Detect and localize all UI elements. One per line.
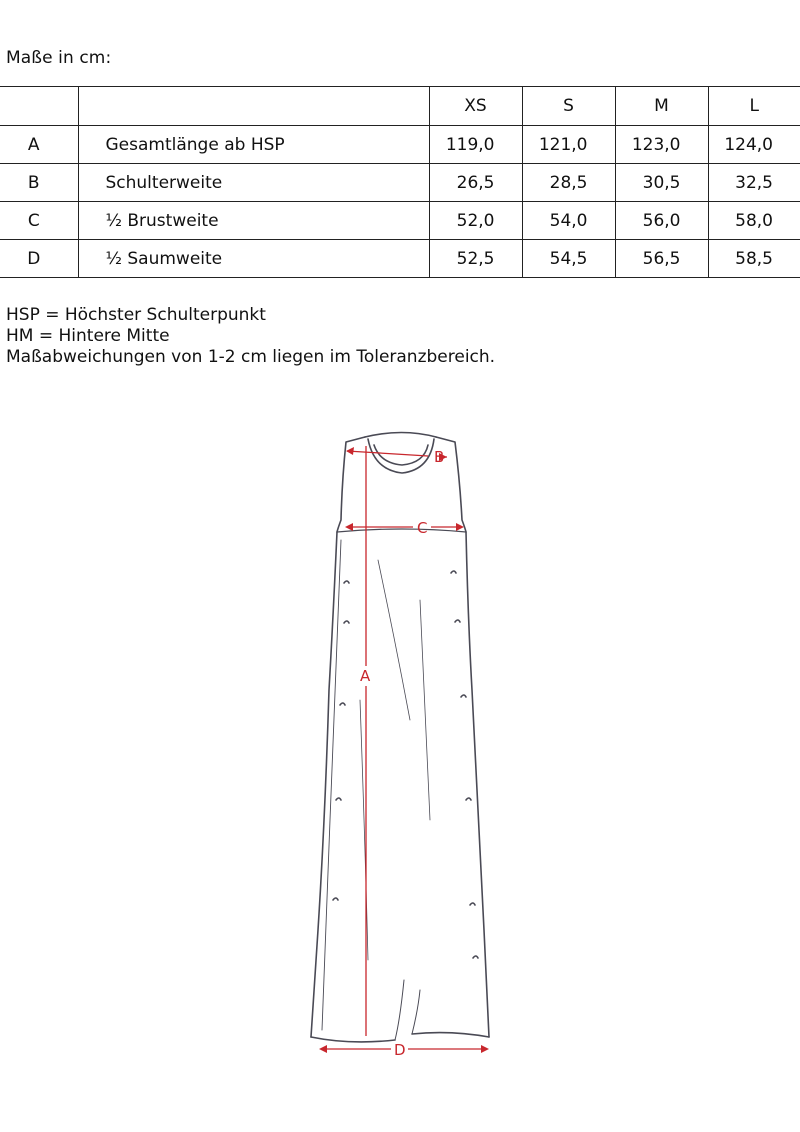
dress-outline [311, 433, 489, 1042]
snap-detail [455, 620, 460, 622]
cell-value: 32,5 [708, 164, 800, 202]
snap-detail [340, 703, 345, 705]
cell-value: 123,0 [615, 126, 708, 164]
measure-label-a: A [360, 667, 371, 685]
cell-value: 52,0 [429, 202, 522, 240]
row-code: C [0, 202, 78, 240]
row-label: ½ Saumweite [78, 240, 429, 278]
fold-line [412, 990, 420, 1034]
size-header: M [615, 87, 708, 126]
measurement-labels [360, 448, 444, 1059]
measurement-lines [319, 446, 489, 1053]
cell-value: 56,5 [615, 240, 708, 278]
snap-detail [344, 581, 349, 583]
cell-value: 124,0 [708, 126, 800, 164]
note-line: Maßabweichungen von 1-2 cm liegen im Toleranzbereich. [6, 347, 496, 367]
drape-line [360, 700, 368, 960]
row-code: A [0, 126, 78, 164]
cell-value: 26,5 [429, 164, 522, 202]
page-heading: Maße in cm: [6, 48, 112, 68]
arrowhead [346, 447, 354, 455]
row-code: B [0, 164, 78, 202]
drape-line [420, 600, 430, 820]
row-label: Gesamtlänge ab HSP [78, 126, 429, 164]
cell-value: 54,5 [522, 240, 615, 278]
left-side-seam [311, 532, 337, 1037]
arrowhead [481, 1045, 489, 1053]
cell-value: 119,0 [429, 126, 522, 164]
cell-value: 30,5 [615, 164, 708, 202]
cell-value: 52,5 [429, 240, 522, 278]
snap-detail [470, 903, 475, 905]
size-header: L [708, 87, 800, 126]
cell-value: 28,5 [522, 164, 615, 202]
cell-value: 121,0 [522, 126, 615, 164]
arrowhead [345, 523, 353, 531]
size-header: S [522, 87, 615, 126]
row-code: D [0, 240, 78, 278]
measure-label-c: C [417, 519, 428, 537]
snap-detail [336, 798, 341, 800]
cell-value: 58,5 [708, 240, 800, 278]
row-label: ½ Brustweite [78, 202, 429, 240]
snap-detail [461, 695, 466, 697]
note-line: HSP = Höchster Schulterpunkt [6, 305, 266, 325]
center-fold [395, 980, 404, 1040]
measure-label-d: D [394, 1041, 406, 1059]
snap-detail [333, 898, 338, 900]
drape-line [378, 560, 410, 720]
snap-detail [473, 956, 478, 958]
row-label: Schulterweite [78, 164, 429, 202]
hem-right [412, 1033, 489, 1037]
cell-value: 54,0 [522, 202, 615, 240]
chest-seam [337, 529, 466, 532]
hem-left [311, 1037, 395, 1042]
snap-detail [344, 621, 349, 623]
right-side-seam [466, 532, 489, 1037]
size-header: XS [429, 87, 522, 126]
cell-value: 58,0 [708, 202, 800, 240]
snap-detail [451, 571, 456, 573]
cell-value: 56,0 [615, 202, 708, 240]
neckline [365, 433, 436, 438]
snap-detail [466, 798, 471, 800]
measure-line-b [347, 451, 428, 456]
note-line: HM = Hintere Mitte [6, 326, 170, 346]
arrowhead [319, 1045, 327, 1053]
measure-label-b: B [434, 448, 445, 466]
